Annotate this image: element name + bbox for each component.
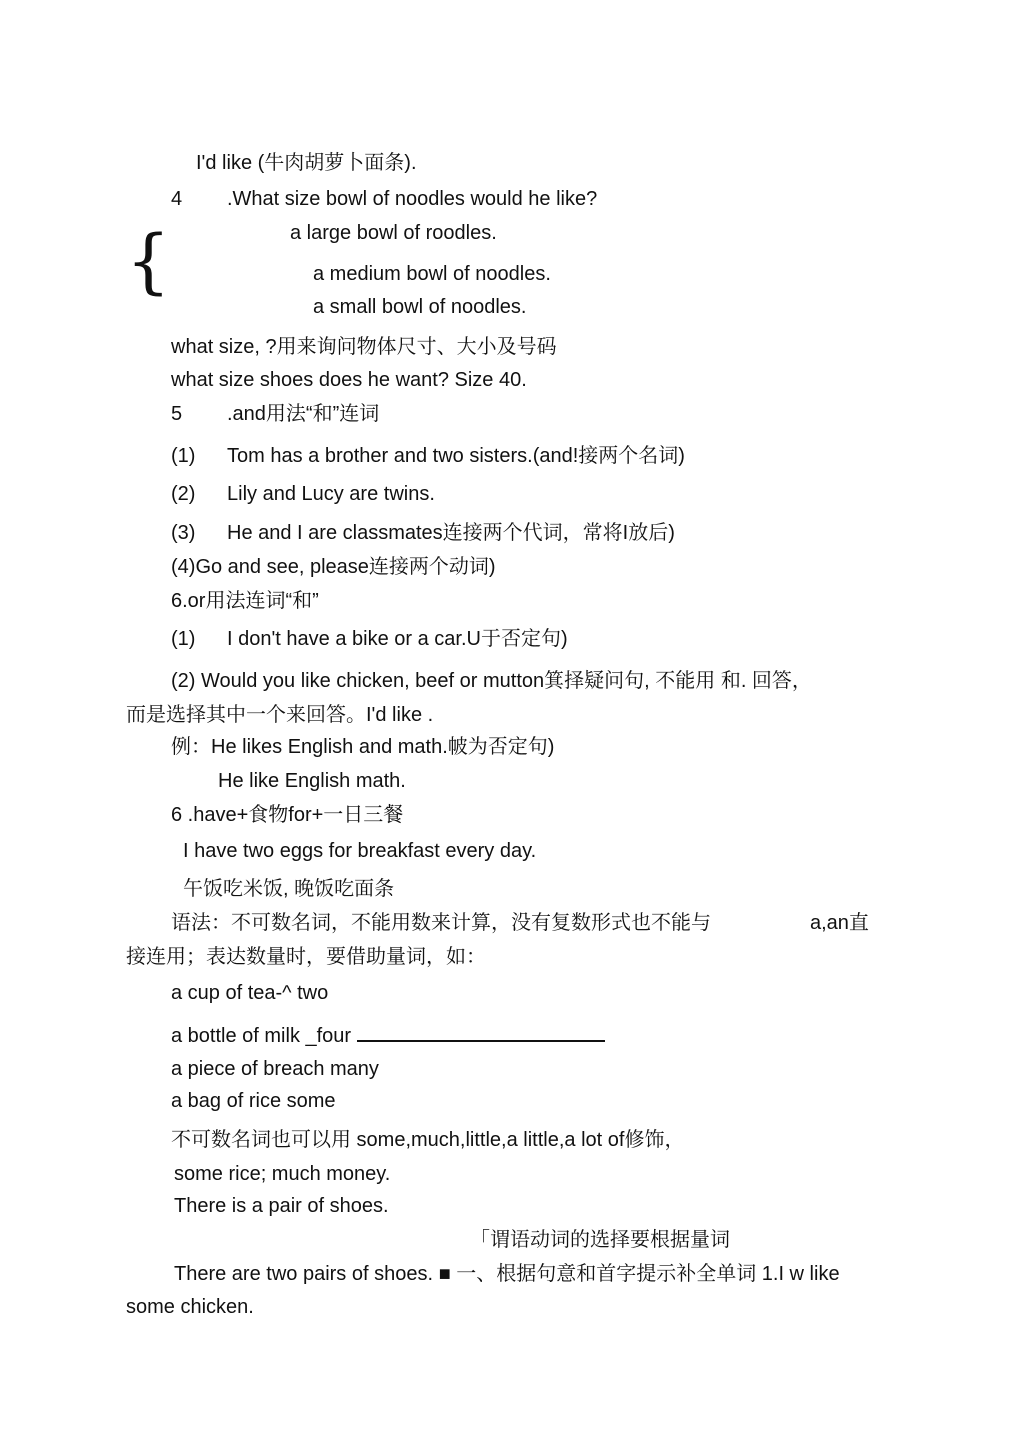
text-line: a medium bowl of noodles. [313,263,551,285]
text-line: There are two pairs of shoes. ■ 一、根据句意和首字提示补全单词 1.I w like [174,1263,840,1285]
curly-brace: { [126,220,171,302]
text-line: a small bowl of noodles. [313,296,527,318]
item-text: .What size bowl of noodles would he like? [227,188,598,210]
text-line: a piece of breach many [171,1058,379,1080]
text-line: a,an直 [810,912,869,934]
numbered-line [171,401,379,427]
numbered-line [171,443,685,469]
item-number: 5 [171,403,183,425]
text-line: 不可数名词也可以用 some,much,little,a little,a lot of修饰， [171,1129,685,1151]
item-text: Lily and Lucy are twins. [227,483,435,505]
blank-underline [357,1022,605,1042]
text-line: a large bowl of roodles. [290,222,497,244]
text-line: some chicken. [126,1296,254,1318]
text-line: some rice; much money. [174,1163,391,1185]
item-number: (3) [171,522,196,544]
item-number: (2) [171,483,196,505]
text-line: 6.or用法连词“和” [171,590,319,612]
text-line: I'd like (牛肉胡萝卜面条). [196,152,417,174]
text-line: 「谓语动词的选择要根据量词 [470,1229,730,1251]
item-text: I don't have a bike or a car.U于否定句) [227,628,568,650]
text-line: what size shoes does he want? Size 40. [171,369,527,391]
numbered-line [171,481,435,507]
item-number: (1) [171,445,196,467]
item-number: (1) [171,628,196,650]
text-line: a bag of rice some [171,1090,336,1112]
text-line: 午饭吃米饭, 晚饭吃面条 [183,878,395,900]
item-number: 4 [171,188,183,210]
text-line: I have two eggs for breakfast every day. [183,840,537,862]
text-line: a cup of tea-^ two [171,982,329,1004]
text-line: There is a pair of shoes. [174,1195,389,1217]
text-line: He like English math. [218,770,406,792]
text-line: 例：He likes English and math.帔为否定句) [171,736,555,758]
item-text: a bottle of milk _four [171,1025,352,1047]
item-text: .and用法“和”连词 [227,403,380,425]
numbered-line [171,520,675,546]
text-line: 接连用；表达数量时，要借助量词，如： [126,946,486,968]
text-line: what size, ?用来询问物体尺寸、大小及号码 [171,336,557,358]
numbered-line [171,186,597,212]
item-text: Tom has a brother and two sisters.(and!接两个名词) [227,445,685,467]
item-text: He and I are classmates连接两个代词，常将I放后) [227,522,675,544]
text-line: (2) Would you like chicken, beef or mutton箕择疑问句, 不能用 和. 回答， [171,670,812,692]
text-line: 语法：不可数名词，不能用数来计算，没有复数形式也不能与 [171,912,711,934]
fill-line [171,1022,605,1049]
text-line: 6 .have+食物for+一日三餐 [171,804,404,826]
text-line: (4)Go and see, please连接两个动词) [171,556,496,578]
numbered-line [171,626,568,652]
text-line: 而是选择其中一个来回答。I'd like . [126,704,434,726]
